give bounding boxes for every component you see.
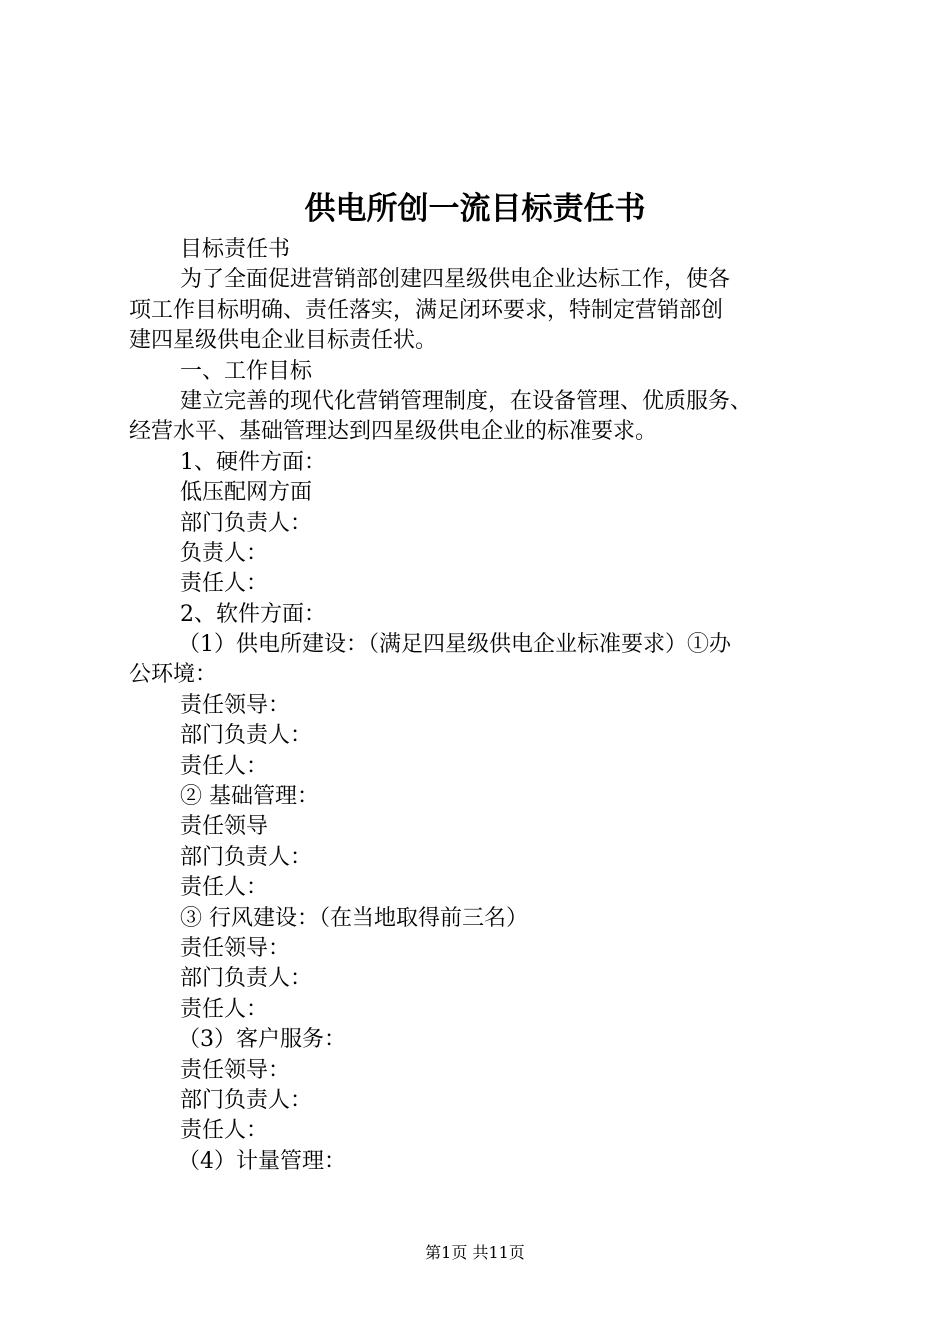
paragraph-line: 责任领导 bbox=[180, 814, 269, 840]
paragraph-line: 建立完善的现代化营销管理制度，在设备管理、优质服务、 bbox=[180, 388, 753, 414]
paragraph-line: 低压配网方面 bbox=[180, 480, 313, 506]
paragraph-line: 部门负责人： bbox=[180, 1087, 313, 1113]
document-body bbox=[129, 235, 835, 1177]
paragraph-line: 责任领导： bbox=[180, 935, 291, 961]
paragraph-line: 经营水平、基础管理达到四星级供电企业的标准要求。 bbox=[129, 419, 658, 445]
paragraph-line: 公环境： bbox=[129, 662, 218, 688]
paragraph-line: 责任人： bbox=[180, 996, 269, 1022]
paragraph-line: 责任人： bbox=[180, 753, 269, 779]
paragraph-line: 2、软件方面： bbox=[180, 601, 326, 627]
paragraph-line: 部门负责人： bbox=[180, 723, 313, 749]
paragraph-line: 责任领导： bbox=[180, 1057, 291, 1083]
paragraph-line: 为了全面促进营销部创建四星级供电企业达标工作，使各 bbox=[180, 267, 731, 293]
page-footer: 第1页 共11页 bbox=[425, 1243, 525, 1262]
paragraph-line: （3）客户服务： bbox=[178, 1027, 346, 1053]
paragraph-line: ② 基础管理： bbox=[180, 784, 319, 810]
paragraph-line: 一、工作目标 bbox=[180, 358, 313, 384]
paragraph-line: 部门负责人： bbox=[180, 966, 313, 992]
paragraph-line: ③ 行风建设：（在当地取得前三名） bbox=[180, 905, 528, 931]
paragraph-line: 责任人： bbox=[180, 571, 269, 597]
paragraph-line: 部门负责人： bbox=[180, 510, 313, 536]
paragraph-line: 责任领导： bbox=[180, 692, 291, 718]
paragraph-line: 负责人： bbox=[180, 540, 269, 566]
paragraph-line: 建四星级供电企业目标责任状。 bbox=[129, 328, 438, 354]
paragraph-line: 目标责任书 bbox=[180, 237, 291, 262]
paragraph-line: 部门负责人： bbox=[180, 844, 313, 870]
paragraph-line: 1、硬件方面： bbox=[180, 449, 326, 475]
paragraph-line: （1）供电所建设：（满足四星级供电企业标准要求）①办 bbox=[178, 632, 731, 658]
paragraph-line: 责任人： bbox=[180, 1118, 269, 1144]
document-title: 供电所创一流目标责任书 bbox=[304, 191, 646, 227]
paragraph-line: 责任人： bbox=[180, 875, 269, 901]
paragraph-line: （4）计量管理： bbox=[178, 1148, 346, 1174]
paragraph-line: 项工作目标明确、责任落实，满足闭环要求，特制定营销部创 bbox=[129, 297, 724, 323]
